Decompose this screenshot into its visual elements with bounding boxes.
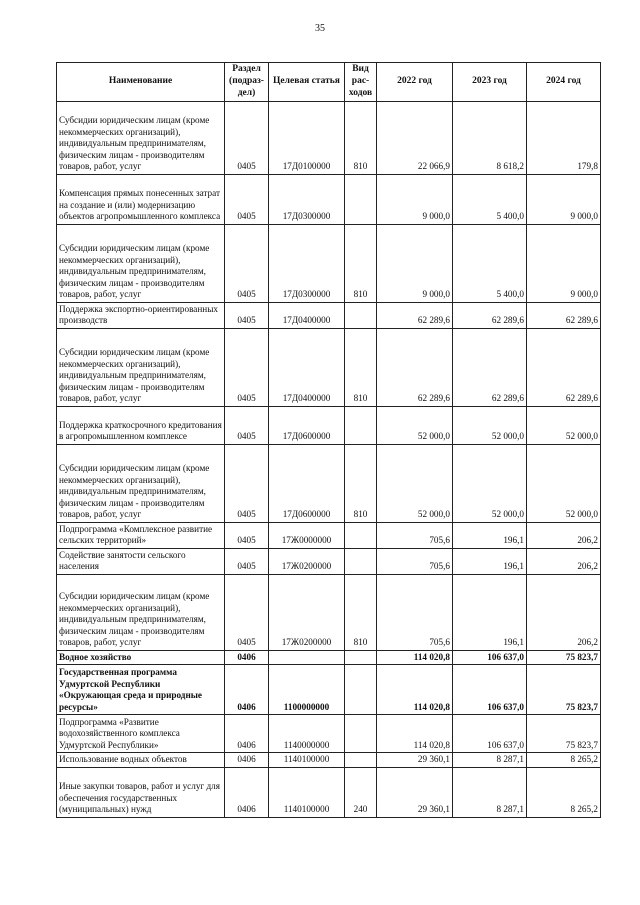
row-name: Подпрограмма «Развитие водохозяйственного комплекса Удмуртской Республики» [57, 715, 225, 753]
row-name: Субсидии юридическим лицам (кроме некоммерческих организаций), индивидуальным предпринимателям, физическим лицам - производителям товаров, работ, услуг [57, 444, 225, 522]
header-2022: 2022 год [377, 63, 453, 102]
row-target: 1100000000 [269, 665, 345, 715]
row-2022: 705,6 [377, 574, 453, 650]
row-2024: 206,2 [527, 548, 601, 574]
row-2023: 62 289,6 [453, 302, 527, 328]
table-row [57, 574, 601, 650]
row-name: Субсидии юридическим лицам (кроме некоммерческих организаций), индивидуальным предпринимателям, физическим лицам - производителям товаров, работ, услуг [57, 224, 225, 302]
row-2024: 9 000,0 [527, 174, 601, 224]
row-target: 17Ж0200000 [269, 548, 345, 574]
row-name: Поддержка экспортно-ориентированных производств [57, 302, 225, 328]
row-2023: 62 289,6 [453, 328, 527, 406]
row-section: 0405 [225, 224, 269, 302]
row-2023: 8 287,1 [453, 767, 527, 817]
row-2022: 114 020,8 [377, 665, 453, 715]
row-2024: 206,2 [527, 522, 601, 548]
row-2023: 106 637,0 [453, 650, 527, 665]
row-2023: 52 000,0 [453, 406, 527, 444]
row-2022: 29 360,1 [377, 767, 453, 817]
row-target: 1140000000 [269, 715, 345, 753]
row-type: 240 [345, 767, 377, 817]
row-2022: 52 000,0 [377, 444, 453, 522]
row-type [345, 522, 377, 548]
row-name: Водное хозяйство [57, 650, 225, 665]
table-row [57, 522, 601, 548]
row-2023: 5 400,0 [453, 224, 527, 302]
row-type [345, 665, 377, 715]
table-row [57, 174, 601, 224]
row-target: 17Д0400000 [269, 328, 345, 406]
row-type: 810 [345, 224, 377, 302]
table-row [57, 406, 601, 444]
row-2022: 62 289,6 [377, 328, 453, 406]
row-section: 0405 [225, 444, 269, 522]
table-row [57, 767, 601, 817]
table-row [57, 444, 601, 522]
table-row [57, 328, 601, 406]
row-2024: 206,2 [527, 574, 601, 650]
row-type [345, 753, 377, 768]
row-type [345, 174, 377, 224]
row-2022: 29 360,1 [377, 753, 453, 768]
row-2022: 9 000,0 [377, 224, 453, 302]
row-type [345, 650, 377, 665]
budget-table [56, 62, 601, 818]
page-number: 35 [315, 23, 325, 34]
header-section: Раздел (подраз-дел) [225, 63, 269, 102]
row-2022: 62 289,6 [377, 302, 453, 328]
row-target: 17Ж0000000 [269, 522, 345, 548]
row-2024: 9 000,0 [527, 224, 601, 302]
row-2022: 22 066,9 [377, 101, 453, 174]
row-target: 17Д0600000 [269, 406, 345, 444]
row-2022: 705,6 [377, 522, 453, 548]
row-2023: 8 618,2 [453, 101, 527, 174]
row-target: 17Д0600000 [269, 444, 345, 522]
row-2022: 114 020,8 [377, 650, 453, 665]
row-section: 0405 [225, 174, 269, 224]
row-2023: 106 637,0 [453, 665, 527, 715]
header-name: Наименование [57, 63, 225, 102]
row-2023: 52 000,0 [453, 444, 527, 522]
row-name: Использование водных объектов [57, 753, 225, 768]
header-target: Целевая статья [269, 63, 345, 102]
row-2023: 196,1 [453, 574, 527, 650]
table-header-row [57, 63, 601, 102]
row-section: 0405 [225, 101, 269, 174]
row-target: 17Ж0200000 [269, 574, 345, 650]
row-name: Иные закупки товаров, работ и услуг для обеспечения государственных (муниципальных) нужд [57, 767, 225, 817]
row-section: 0406 [225, 767, 269, 817]
row-type: 810 [345, 101, 377, 174]
header-2024: 2024 год [527, 63, 601, 102]
row-target: 17Д0100000 [269, 101, 345, 174]
row-2023: 196,1 [453, 548, 527, 574]
row-section: 0405 [225, 406, 269, 444]
row-section: 0406 [225, 715, 269, 753]
table-row [57, 224, 601, 302]
row-2023: 106 637,0 [453, 715, 527, 753]
row-section: 0405 [225, 548, 269, 574]
row-section: 0405 [225, 302, 269, 328]
row-target: 1140100000 [269, 753, 345, 768]
row-2022: 9 000,0 [377, 174, 453, 224]
row-name: Компенсация прямых понесенных затрат на создание и (или) модернизацию объектов агропромышленного комплекса [57, 174, 225, 224]
row-2022: 52 000,0 [377, 406, 453, 444]
row-type [345, 302, 377, 328]
header-2023: 2023 год [453, 63, 527, 102]
row-section: 0406 [225, 753, 269, 768]
row-section: 0406 [225, 665, 269, 715]
row-2024: 75 823,7 [527, 650, 601, 665]
row-2024: 179,8 [527, 101, 601, 174]
row-target [269, 650, 345, 665]
row-type [345, 715, 377, 753]
row-name: Государственная программа Удмуртской Республики «Окружающая среда и природные ресурсы» [57, 665, 225, 715]
row-2024: 8 265,2 [527, 767, 601, 817]
table-row [57, 302, 601, 328]
row-target: 17Д0300000 [269, 224, 345, 302]
row-2022: 114 020,8 [377, 715, 453, 753]
table-row [57, 715, 601, 753]
row-2024: 52 000,0 [527, 406, 601, 444]
row-2023: 5 400,0 [453, 174, 527, 224]
row-name: Поддержка краткосрочного кредитования в агропромышленном комплексе [57, 406, 225, 444]
row-name: Субсидии юридическим лицам (кроме некоммерческих организаций), индивидуальным предпринимателям, физическим лицам - производителям товаров, работ, услуг [57, 328, 225, 406]
row-2024: 8 265,2 [527, 753, 601, 768]
table-row [57, 650, 601, 665]
row-target: 17Д0300000 [269, 174, 345, 224]
row-2024: 75 823,7 [527, 665, 601, 715]
row-section: 0405 [225, 328, 269, 406]
table-row [57, 101, 601, 174]
row-2022: 705,6 [377, 548, 453, 574]
row-2023: 196,1 [453, 522, 527, 548]
row-2024: 52 000,0 [527, 444, 601, 522]
row-target: 1140100000 [269, 767, 345, 817]
row-2024: 75 823,7 [527, 715, 601, 753]
row-name: Содействие занятости сельского населения [57, 548, 225, 574]
row-2023: 8 287,1 [453, 753, 527, 768]
table-row [57, 665, 601, 715]
row-type: 810 [345, 574, 377, 650]
row-target: 17Д0400000 [269, 302, 345, 328]
row-name: Субсидии юридическим лицам (кроме некоммерческих организаций), индивидуальным предпринимателям, физическим лицам - производителям товаров, работ, услуг [57, 574, 225, 650]
row-type [345, 406, 377, 444]
row-type: 810 [345, 444, 377, 522]
row-section: 0405 [225, 574, 269, 650]
row-2024: 62 289,6 [527, 328, 601, 406]
row-section: 0405 [225, 522, 269, 548]
row-type [345, 548, 377, 574]
row-2024: 62 289,6 [527, 302, 601, 328]
row-type: 810 [345, 328, 377, 406]
row-name: Субсидии юридическим лицам (кроме некоммерческих организаций), индивидуальным предпринимателям, физическим лицам - производителям товаров, работ, услуг [57, 101, 225, 174]
table-row [57, 753, 601, 768]
row-section: 0406 [225, 650, 269, 665]
row-name: Подпрограмма «Комплексное развитие сельских территорий» [57, 522, 225, 548]
header-type: Вид рас-ходов [345, 63, 377, 102]
table-row [57, 548, 601, 574]
